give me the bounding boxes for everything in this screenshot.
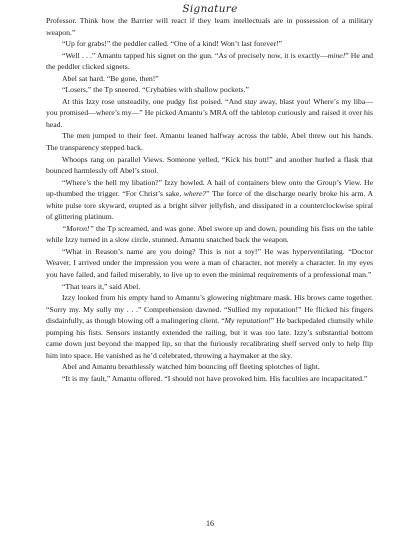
- paragraph: [46, 96, 373, 131]
- paragraph: [46, 154, 373, 177]
- italic-text: My reputation!: [224, 316, 271, 326]
- page-body: [46, 15, 373, 385]
- paragraph: [46, 84, 373, 96]
- italic-text: stay: [244, 96, 257, 106]
- paragraph: [46, 373, 373, 385]
- running-header: Signature: [182, 3, 238, 15]
- text-run: “Losers,” the Tp sneered. “Crybabies with shallow pockets.”: [62, 85, 249, 95]
- paragraph: [46, 361, 373, 373]
- text-run: Abel and Amantu breathlessly watched him bouncing off fleeting splotches of light.: [62, 362, 320, 372]
- text-run: “Where’s the hell my libation?” Izzy howled. A hail of containers blew onto the Group’s View. He up-thumbed the trigger. “For Christ’s sake,: [46, 177, 373, 199]
- paragraph: [46, 15, 373, 38]
- paragraph: [46, 281, 373, 293]
- paragraph: [46, 223, 373, 246]
- paragraph: [46, 246, 373, 281]
- italic-text: mine!: [327, 50, 346, 60]
- paragraph: [46, 292, 373, 361]
- text-run: The men jumped to their feet. Amantu leaned halfway across the table, Abel threw out his hands. The transparency stepped back.: [46, 131, 373, 153]
- text-run: “What in Reason’s name are you doing? This is not a toy!” He was hyperventilating. “Doctor Weaver, I arrived under the impression you were a man of character, not merely a character. In my eyes you have failed, and failed miserably, to live up to even the minimal requirements of a professional man.”: [46, 246, 373, 280]
- paragraph: [46, 73, 373, 85]
- paragraph: [46, 50, 373, 73]
- text-run: ” He and the peddler clicked signets.: [46, 50, 373, 72]
- text-run: “Well . . .” Amantu tapped his signet on the gun. “As of precisely now, it is exactly—: [62, 50, 328, 60]
- text-run: Whoops rang on parallel Views. Someone yelled, “Kick his butt!” and another hurled a flask that bounced harmlessly off Abel’s stool.: [46, 154, 373, 176]
- text-run: Izzy looked from his empty hand to Amantu’s glowering nightmare mask. His brows came together. “Sorry my. My sully my . . .” Comprehension dawned. “Sullied my reputation!” He flicked his fingers disdainfully, as though blowing off a malingering client. “: [46, 293, 373, 326]
- text-run: “It is my fault,” Amantu offered. “I should not have provoked him. His faculties are incapacitated.”: [62, 373, 368, 383]
- page-number: 16: [206, 519, 214, 528]
- paragraph: [46, 38, 373, 50]
- text-run: Abel sat hard. “Be gone, then!”: [62, 73, 159, 83]
- text-run: ” He backpedaled clumsily while pumping his fists. Sensors instantly extended the railing, but it was too late. Izzy’s substantial bottom came down just beyond the mapped lip, so that the furiously recalibrating shelf served only to help flip him into space. He vanished as he’d celebrated, throwing a haymaker at the sky.: [46, 316, 373, 360]
- text-run: the Tp screamed, and was gone. Abel swore up and down, pounding his fists on the table while Izzy turned in a slow circle, stunned. Amantu snatched back the weapon.: [46, 223, 373, 245]
- italic-text: where?: [183, 189, 207, 199]
- text-run: away, blast you! Where’s my liba—you promised—where’s my—” He picked Amantu’s MRA off the tabletop curiously and raised it over his head.: [46, 96, 373, 129]
- paragraph: [46, 177, 373, 223]
- text-run: ” The force of the discharge nearly broke his arm. A white pulse tore skyward, erupted as a bright silver jellyfish, and dissipated in a counterclockwise spiral of glittering platinum.: [46, 189, 373, 222]
- italic-text: “Moron!”: [62, 223, 94, 233]
- text-run: At this Izzy rose unsteadily, one pudgy fist poised. “And: [62, 96, 245, 106]
- text-run: “Up for grabs!” the peddler called. “One of a kind! Won’t last forever!”: [62, 39, 283, 49]
- text-run: “That tears it,” said Abel.: [62, 281, 141, 291]
- text-run: Professor. Think how the Barrier will react if they learn intellectuals are in possession of a military weapon.”: [46, 16, 373, 37]
- paragraph: [46, 130, 373, 153]
